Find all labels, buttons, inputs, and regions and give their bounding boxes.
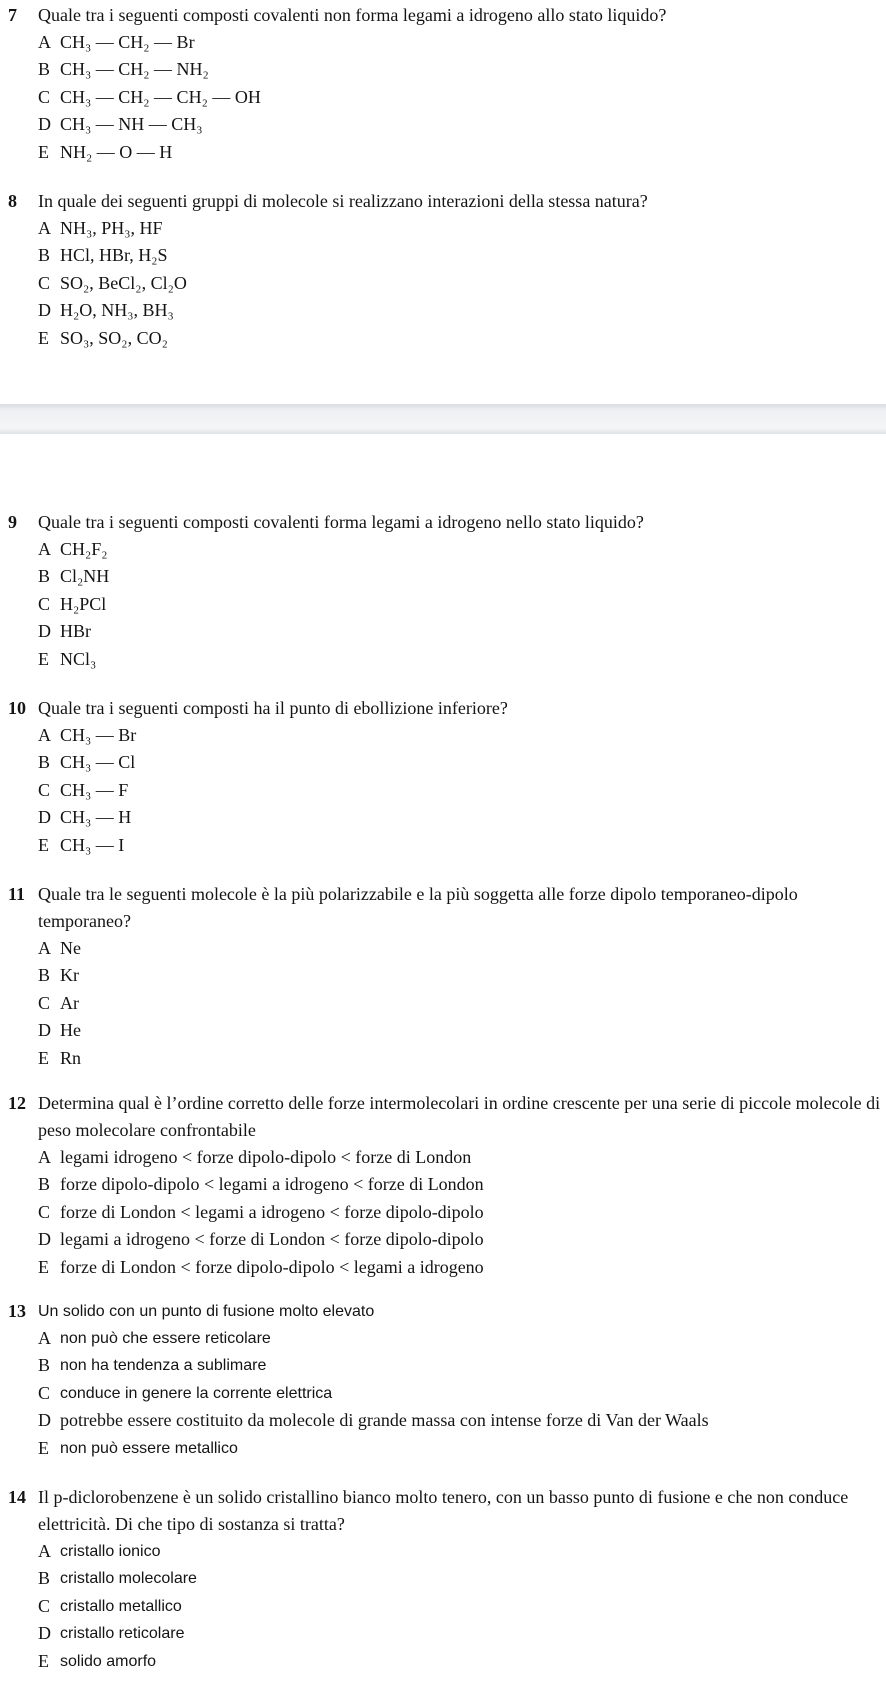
question-header — [8, 1484, 886, 1538]
option-b — [38, 1171, 886, 1198]
option-letter: D — [38, 807, 51, 828]
question-text: Quale tra i seguenti composti ha il punto di ebollizione inferiore? — [38, 698, 508, 718]
option-text: Kr — [60, 965, 79, 986]
option-text: SO₂, BeCl₂, Cl₂O — [60, 272, 187, 293]
question-text: Quale tra i seguenti composti covalenti forma legami a idrogeno nello stato liquido? — [38, 512, 644, 532]
option-letter: B — [38, 1174, 51, 1195]
option-letter: A — [38, 938, 51, 958]
option-text: CH₃ — H — [60, 807, 132, 828]
option-letter: D — [38, 300, 51, 321]
option-text: NCl₃ — [60, 648, 97, 669]
option-letter: A — [38, 1147, 51, 1167]
option-letter: A — [38, 1328, 51, 1348]
option-text: non ha tendenza a sublimare — [60, 1357, 267, 1375]
option-d — [38, 1407, 886, 1434]
option-c — [38, 270, 886, 297]
option-a — [38, 536, 886, 563]
option-e — [38, 325, 886, 352]
option-letter: D — [38, 1410, 51, 1431]
option-e — [38, 1648, 886, 1675]
option-d — [38, 1017, 886, 1044]
option-text: legami idrogeno < forze dipolo-dipolo < forze di London — [60, 1147, 472, 1167]
option-text: cristallo ionico — [60, 1543, 161, 1560]
question-number: 7 — [8, 5, 17, 25]
option-text: CH₃ — NH — CH₃ — [60, 114, 203, 135]
option-letter: C — [38, 992, 51, 1013]
option-letter: C — [38, 1201, 51, 1222]
option-text: cristallo molecolare — [60, 1570, 197, 1588]
question-text: Quale tra le seguenti molecole è la più polarizzabile e la più soggetta alle forze dipolo temporaneo-dipolo temporaneo? — [38, 884, 798, 931]
options-list — [38, 215, 886, 352]
option-e — [38, 139, 886, 166]
option-letter: D — [38, 1229, 51, 1250]
option-text: non può che essere reticolare — [60, 1330, 271, 1347]
option-text: Rn — [60, 1047, 82, 1068]
option-text: CH₃ — Br — [60, 725, 137, 745]
option-letter: D — [38, 1623, 51, 1644]
option-letter: A — [38, 539, 51, 559]
option-text: Ar — [60, 992, 79, 1013]
option-d — [38, 804, 886, 831]
option-d — [38, 297, 886, 324]
question-number: 9 — [8, 512, 17, 532]
option-letter: C — [38, 593, 51, 614]
question-text: Determina qual è l’ordine corretto delle forze intermolecolari in ordine crescente per una serie di piccole molecole di peso molecolare confrontabile — [38, 1093, 881, 1140]
option-letter: E — [38, 1437, 49, 1458]
option-a — [38, 29, 886, 56]
question-number: 8 — [8, 191, 17, 211]
option-letter: B — [38, 245, 51, 266]
question-text: Un solido con un punto di fusione molto elevato — [38, 1303, 375, 1320]
question-12 — [8, 1090, 886, 1281]
question-13 — [8, 1298, 886, 1462]
question-header — [8, 188, 886, 215]
question-7 — [8, 2, 886, 166]
option-b — [38, 962, 886, 989]
option-e — [38, 646, 886, 673]
option-letter: C — [38, 1595, 51, 1616]
options-list — [38, 1325, 886, 1462]
option-text: CH₃ — I — [60, 834, 125, 855]
option-letter: A — [38, 218, 51, 238]
option-a — [38, 1144, 886, 1171]
option-letter: D — [38, 621, 51, 642]
option-c — [38, 1199, 886, 1226]
options-list — [38, 1538, 886, 1675]
option-letter: B — [38, 59, 51, 80]
option-e — [38, 1045, 886, 1072]
option-letter: E — [38, 141, 49, 162]
option-text: forze dipolo-dipolo < legami a idrogeno < forze di London — [60, 1174, 484, 1195]
options-list — [38, 29, 886, 166]
question-header — [8, 1090, 886, 1144]
question-number: 10 — [8, 698, 26, 718]
question-14 — [8, 1484, 886, 1675]
option-letter: C — [38, 779, 51, 800]
option-b — [38, 242, 886, 269]
option-text: potrebbe essere costituito da molecole di grande massa con intense forze di Van der Waals — [60, 1410, 709, 1431]
question-9 — [8, 509, 886, 673]
option-text: H₂PCl — [60, 593, 107, 614]
question-header — [8, 509, 886, 536]
option-letter: A — [38, 32, 51, 52]
option-b — [38, 1352, 886, 1379]
option-d — [38, 1620, 886, 1647]
option-c — [38, 84, 886, 111]
option-text: CH₃ — CH₂ — Br — [60, 32, 195, 52]
option-text: non può essere metallico — [60, 1439, 238, 1457]
page-divider — [0, 404, 886, 434]
question-header — [8, 695, 886, 722]
option-b — [38, 56, 886, 83]
option-a — [38, 722, 886, 749]
option-text: Ne — [60, 938, 81, 958]
option-c — [38, 1593, 886, 1620]
option-letter: A — [38, 1541, 51, 1561]
option-text: SO₃, SO₂, CO₂ — [60, 327, 168, 348]
option-letter: B — [38, 965, 51, 986]
option-letter: E — [38, 327, 49, 348]
option-text: solido amorfo — [60, 1652, 157, 1670]
option-text: NH₃, PH₃, HF — [60, 218, 163, 238]
option-text: legami a idrogeno < forze di London < forze dipolo-dipolo — [60, 1229, 484, 1250]
option-text: cristallo reticolare — [60, 1625, 185, 1643]
option-letter: B — [38, 1568, 51, 1589]
option-text: Cl₂NH — [60, 566, 110, 587]
option-text: cristallo metallico — [60, 1597, 182, 1615]
options-list — [38, 935, 886, 1072]
question-text: In quale dei seguenti gruppi di molecole si realizzano interazioni della stessa natura? — [38, 191, 648, 211]
question-text: Quale tra i seguenti composti covalenti non forma legami a idrogeno allo stato liquido? — [38, 5, 667, 25]
question-8 — [8, 188, 886, 352]
option-e — [38, 1254, 886, 1281]
option-c — [38, 990, 886, 1017]
question-number: 11 — [8, 884, 26, 904]
question-number: 14 — [8, 1487, 26, 1507]
question-header — [8, 2, 886, 29]
option-text: CH₃ — F — [60, 779, 129, 800]
option-letter: B — [38, 566, 51, 587]
question-text: Il p-diclorobenzene è un solido cristallino bianco molto tenero, con un basso punto di fusione e che non conduce elettricità. Di che tipo di sostanza si tratta? — [38, 1487, 849, 1534]
question-number: 12 — [8, 1093, 26, 1113]
question-11 — [8, 881, 886, 1072]
option-a — [38, 1325, 886, 1352]
question-header — [8, 1298, 886, 1325]
option-d — [38, 1226, 886, 1253]
option-letter: D — [38, 114, 51, 135]
option-d — [38, 618, 886, 645]
option-b — [38, 1565, 886, 1592]
option-b — [38, 563, 886, 590]
question-number: 13 — [8, 1301, 26, 1321]
option-letter: E — [38, 834, 49, 855]
options-list — [38, 536, 886, 673]
option-text: CH₂F₂ — [60, 539, 108, 559]
option-letter: B — [38, 752, 51, 773]
option-letter: E — [38, 1650, 49, 1671]
option-c — [38, 1380, 886, 1407]
options-list — [38, 722, 886, 859]
option-text: forze di London < legami a idrogeno < forze dipolo-dipolo — [60, 1201, 484, 1222]
option-letter: A — [38, 725, 51, 745]
option-text: He — [60, 1020, 81, 1041]
option-a — [38, 1538, 886, 1565]
option-letter: E — [38, 648, 49, 669]
option-d — [38, 111, 886, 138]
option-text: NH₂ — O — H — [60, 141, 173, 162]
option-text: CH₃ — CH₂ — CH₂ — OH — [60, 86, 261, 107]
options-list — [38, 1144, 886, 1281]
option-letter: E — [38, 1256, 49, 1277]
question-header — [8, 881, 886, 935]
option-text: CH₃ — CH₂ — NH₂ — [60, 59, 209, 80]
option-a — [38, 935, 886, 962]
question-10 — [8, 695, 886, 859]
option-letter: D — [38, 1020, 51, 1041]
option-c — [38, 777, 886, 804]
option-text: HCl, HBr, H₂S — [60, 245, 168, 266]
option-letter: B — [38, 1355, 51, 1376]
option-e — [38, 1435, 886, 1462]
option-letter: E — [38, 1047, 49, 1068]
option-text: CH₃ — Cl — [60, 752, 136, 773]
option-text: forze di London < forze dipolo-dipolo < legami a idrogeno — [60, 1256, 484, 1277]
option-b — [38, 749, 886, 776]
option-text: conduce in genere la corrente elettrica — [60, 1384, 333, 1402]
option-letter: C — [38, 272, 51, 293]
option-e — [38, 832, 886, 859]
option-letter: C — [38, 1382, 51, 1403]
option-a — [38, 215, 886, 242]
option-text: HBr — [60, 621, 91, 642]
option-text: H₂O, NH₃, BH₃ — [60, 300, 174, 321]
option-letter: C — [38, 86, 51, 107]
option-c — [38, 591, 886, 618]
